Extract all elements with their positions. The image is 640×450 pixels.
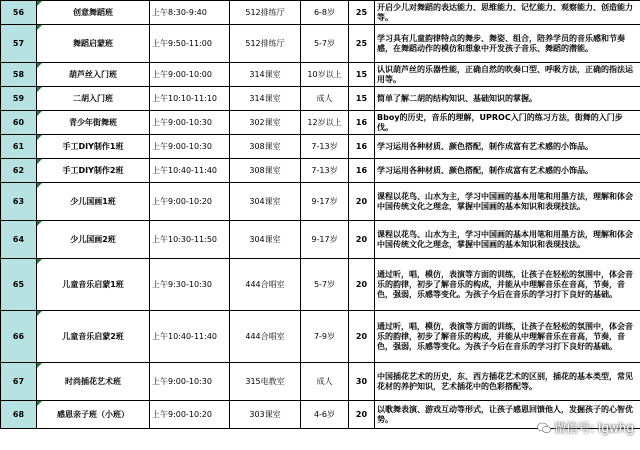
age-range-text: 成人 — [316, 376, 333, 386]
class-time-text: 上午10:40-11:40 — [152, 331, 217, 341]
course-description — [375, 111, 640, 135]
row-index — [1, 1, 37, 25]
table-row — [1, 87, 640, 111]
course-name — [37, 25, 150, 63]
capacity — [349, 183, 375, 221]
classroom — [230, 311, 301, 363]
capacity-text: 20 — [355, 234, 368, 244]
row-index-text: 59 — [12, 93, 25, 103]
course-name-text: 葫芦丝入门班 — [69, 69, 117, 79]
course-description-text: 通过听，唱，模仿，表演等方面的训练，让孩子在轻松的氛围中，体会音乐的韵律，初步了解音乐的构成，并能从中理解音乐在音高，节奏，音色，强弱，乐感等变化。为孩子今后在音乐的学习打下良好的基础。 — [377, 269, 633, 299]
row-index-text: 67 — [12, 376, 25, 386]
table-row — [1, 183, 640, 221]
course-name-text: 儿童音乐启蒙2班 — [62, 331, 124, 341]
classroom-text: 302课室 — [249, 117, 281, 127]
comment-marker-icon — [37, 401, 42, 406]
classroom — [230, 25, 301, 63]
class-time — [150, 63, 230, 87]
age-range — [301, 1, 349, 25]
course-name-text: 舞蹈启蒙班 — [73, 38, 113, 48]
age-range-text: 5-7岁 — [313, 279, 336, 289]
course-description — [375, 311, 640, 363]
course-name-text: 手工DIY制作2班 — [62, 165, 124, 175]
course-name — [37, 363, 150, 401]
age-range-text: 7-13岁 — [311, 165, 338, 175]
classroom-text: 444合唱室 — [245, 331, 285, 341]
comment-marker-icon — [37, 87, 42, 92]
age-range — [301, 135, 349, 159]
capacity-text: 20 — [355, 196, 368, 206]
course-name — [37, 111, 150, 135]
comment-marker-icon — [37, 1, 42, 6]
course-description-text: 以歌舞表演、游戏互动等形式，让孩子感恩回馈他人，发掘孩子的心智优势。 — [377, 404, 633, 424]
capacity — [349, 135, 375, 159]
class-time — [150, 221, 230, 259]
course-name — [37, 135, 150, 159]
course-description-text: 学习运用各种材质、颜色搭配，制作成富有艺术感的小饰品。 — [377, 165, 593, 175]
table-row — [1, 259, 640, 311]
table-row — [1, 363, 640, 401]
comment-marker-icon — [37, 259, 42, 264]
course-description-text: 课程以花鸟、山水为主，学习中国画的基本用笔和用墨方法，理解和体会中国传统文化之理念，掌握中国画的基本知识和表现技法。 — [377, 229, 633, 249]
course-description-text: 简单了解二胡的结构知识、基础知识的掌握。 — [377, 93, 537, 103]
classroom-text: 304课室 — [249, 234, 281, 244]
age-range — [301, 259, 349, 311]
class-time-text: 上午9:00-10:00 — [152, 69, 212, 79]
course-name — [37, 183, 150, 221]
age-range — [301, 111, 349, 135]
comment-marker-icon — [37, 363, 42, 368]
capacity — [349, 87, 375, 111]
classroom-text: 314课室 — [249, 93, 281, 103]
capacity — [349, 311, 375, 363]
classroom — [230, 159, 301, 183]
class-time — [150, 183, 230, 221]
row-index — [1, 135, 37, 159]
table-row — [1, 111, 640, 135]
table-row — [1, 221, 640, 259]
course-name-text: 手工DIY制作1班 — [62, 141, 124, 151]
classroom — [230, 111, 301, 135]
table-row — [1, 159, 640, 183]
course-name-text: 感恩亲子班（小班） — [57, 409, 129, 419]
comment-marker-icon — [37, 183, 42, 188]
capacity — [349, 111, 375, 135]
age-range — [301, 363, 349, 401]
classroom — [230, 259, 301, 311]
classroom-text: 303课室 — [249, 409, 281, 419]
classroom-text: 512排练厅 — [245, 7, 285, 17]
row-index — [1, 311, 37, 363]
comment-marker-icon — [37, 63, 42, 68]
class-time-text: 上午9:00-10:30 — [152, 117, 212, 127]
course-description-text: 通过听，唱，模仿，表演等方面的训练，让孩子在轻松的氛围中，体会音乐的韵律，初步了解音乐的构成，并能从中理解音乐在音高，节奏，音色，强弱，乐感等变化。为孩子今后在音乐的学习打下良好的基础。 — [377, 321, 633, 351]
classroom — [230, 363, 301, 401]
table-row — [1, 63, 640, 87]
age-range — [301, 311, 349, 363]
capacity-text: 20 — [355, 279, 368, 289]
class-time — [150, 25, 230, 63]
classroom-text: 308课室 — [249, 141, 281, 151]
class-time-text: 上午9:00-10:20 — [152, 409, 212, 419]
row-index — [1, 159, 37, 183]
age-range-text: 7-9岁 — [313, 331, 336, 341]
classroom — [230, 183, 301, 221]
course-description — [375, 63, 640, 87]
watermark-text: 微信号: lgwhg — [554, 421, 634, 435]
course-description-text: 开启少儿对舞蹈的表达能力、思维能力、记忆能力、观察能力、创造能力等。 — [377, 2, 633, 22]
course-description — [375, 259, 640, 311]
class-time-text: 上午9:00-10:30 — [152, 376, 212, 386]
row-index-text: 60 — [12, 117, 25, 127]
class-time-text: 上午10:30-11:50 — [152, 234, 217, 244]
course-name-text: 少儿国画2班 — [70, 234, 116, 244]
course-name-text: 少儿国画1班 — [70, 196, 116, 206]
table-row — [1, 1, 640, 25]
class-time-text: 上午10:40-11:40 — [152, 165, 217, 175]
capacity-text: 25 — [355, 7, 368, 17]
course-description-text: 学习具有儿童韵律特点的舞步、舞姿、组合，陪养学员的音乐感和节奏感，在舞蹈动作的模仿和想象中开发孩子音乐、舞蹈的潜能。 — [377, 33, 625, 53]
class-time — [150, 259, 230, 311]
class-time — [150, 311, 230, 363]
age-range-text: 4-6岁 — [313, 409, 336, 419]
course-description — [375, 363, 640, 401]
capacity-text: 16 — [355, 165, 368, 175]
capacity-text: 30 — [355, 376, 368, 386]
row-index-text: 62 — [12, 165, 25, 175]
course-name — [37, 87, 150, 111]
capacity-text: 15 — [355, 69, 368, 79]
course-name — [37, 259, 150, 311]
row-index — [1, 363, 37, 401]
capacity-text: 16 — [355, 141, 368, 151]
class-time — [150, 111, 230, 135]
row-index — [1, 259, 37, 311]
course-description — [375, 221, 640, 259]
age-range — [301, 159, 349, 183]
course-name-text: 青少年街舞班 — [69, 117, 117, 127]
class-time — [150, 363, 230, 401]
capacity — [349, 159, 375, 183]
course-description-text: 学习运用各种材质、颜色搭配，制作成富有艺术感的小饰品。 — [377, 141, 593, 151]
row-index — [1, 183, 37, 221]
course-description — [375, 87, 640, 111]
row-index — [1, 25, 37, 63]
classroom — [230, 87, 301, 111]
course-description — [375, 1, 640, 25]
age-range — [301, 221, 349, 259]
class-time — [150, 1, 230, 25]
capacity — [349, 221, 375, 259]
row-index-text: 63 — [12, 196, 25, 206]
row-index-text: 57 — [12, 38, 25, 48]
course-name-text: 创意舞蹈班 — [73, 7, 113, 17]
classroom-text: 444合唱室 — [245, 279, 285, 289]
course-name-text: 儿童音乐启蒙1班 — [62, 279, 124, 289]
course-description — [375, 135, 640, 159]
capacity — [349, 63, 375, 87]
row-index-text: 56 — [12, 7, 25, 17]
age-range-text: 5-7岁 — [313, 38, 336, 48]
row-index — [1, 221, 37, 259]
course-description — [375, 183, 640, 221]
classroom — [230, 135, 301, 159]
table-row — [1, 25, 640, 63]
class-time-text: 上午8:30-9:40 — [152, 7, 207, 17]
classroom-text: 304课室 — [249, 196, 281, 206]
course-name-text: 时尚插花艺术班 — [65, 376, 121, 386]
capacity — [349, 25, 375, 63]
course-description-text: Bboy的历史，音乐的理解，UPROC入门的练习方法，街舞的入门步伐。 — [377, 112, 623, 132]
course-description-text: 课程以花鸟、山水为主，学习中国画的基本用笔和用墨方法，理解和体会中国传统文化之理念，掌握中国画的基本知识和表现技法。 — [377, 191, 633, 211]
capacity-text: 15 — [355, 93, 368, 103]
age-range-text: 7-13岁 — [311, 141, 338, 151]
comment-marker-icon — [37, 135, 42, 140]
course-name-text: 二胡入门班 — [73, 93, 113, 103]
age-range-text: 9-17岁 — [311, 196, 338, 206]
course-name — [37, 159, 150, 183]
row-index-text: 64 — [12, 234, 25, 244]
class-time — [150, 401, 230, 429]
course-name — [37, 221, 150, 259]
classroom — [230, 401, 301, 429]
capacity — [349, 363, 375, 401]
row-index — [1, 111, 37, 135]
classroom — [230, 221, 301, 259]
row-index-text: 58 — [12, 69, 25, 79]
class-time-text: 上午10:10-11:10 — [152, 93, 217, 103]
age-range — [301, 401, 349, 429]
row-index — [1, 87, 37, 111]
course-description-text: 中国插花艺术的历史，东、西方插花艺术的区别，插花的基本类型，常见花材的养护知识，艺术插花中的色彩搭配等。 — [377, 371, 633, 391]
class-time — [150, 87, 230, 111]
course-name — [37, 1, 150, 25]
capacity-text: 16 — [355, 117, 368, 127]
age-range-text: 10岁以上 — [307, 69, 342, 79]
class-time-text: 上午9:30-10:30 — [152, 279, 212, 289]
watermark — [537, 419, 634, 436]
classroom-text: 308课室 — [249, 165, 281, 175]
wechat-icon — [537, 422, 551, 434]
row-index-text: 68 — [12, 409, 25, 419]
comment-marker-icon — [37, 25, 42, 30]
age-range — [301, 183, 349, 221]
row-index-text: 65 — [12, 279, 25, 289]
age-range — [301, 63, 349, 87]
age-range — [301, 25, 349, 63]
capacity-text: 25 — [355, 38, 368, 48]
capacity — [349, 259, 375, 311]
classroom — [230, 1, 301, 25]
class-time — [150, 159, 230, 183]
class-time — [150, 135, 230, 159]
classroom-text: 512排练厅 — [245, 38, 285, 48]
age-range-text: 成人 — [316, 93, 333, 103]
class-time-text: 上午9:00-10:20 — [152, 196, 212, 206]
course-name — [37, 311, 150, 363]
capacity — [349, 1, 375, 25]
classroom-text: 314课室 — [249, 69, 281, 79]
capacity — [349, 401, 375, 429]
row-index — [1, 63, 37, 87]
capacity-text: 20 — [355, 331, 368, 341]
comment-marker-icon — [37, 159, 42, 164]
age-range-text: 9-17岁 — [311, 234, 338, 244]
course-name — [37, 63, 150, 87]
row-index-text: 61 — [12, 141, 25, 151]
age-range-text: 6-8岁 — [313, 7, 336, 17]
capacity-text: 20 — [355, 409, 368, 419]
comment-marker-icon — [37, 111, 42, 116]
classroom — [230, 63, 301, 87]
course-name — [37, 401, 150, 429]
class-time-text: 上午9:50-11:00 — [152, 38, 212, 48]
table-row — [1, 311, 640, 363]
table-row — [1, 135, 640, 159]
course-description-text: 认识葫芦丝的乐器性能，正确自然的吹奏口型、呼吸方法，正确的指法运用等。 — [377, 64, 633, 84]
row-index-text: 66 — [12, 331, 25, 341]
age-range-text: 12岁以上 — [307, 117, 342, 127]
class-time-text: 上午9:00-10:30 — [152, 141, 212, 151]
age-range — [301, 87, 349, 111]
course-description — [375, 159, 640, 183]
classroom-text: 315电教室 — [245, 376, 285, 386]
row-index — [1, 401, 37, 429]
comment-marker-icon — [37, 311, 42, 316]
comment-marker-icon — [37, 221, 42, 226]
course-description — [375, 25, 640, 63]
